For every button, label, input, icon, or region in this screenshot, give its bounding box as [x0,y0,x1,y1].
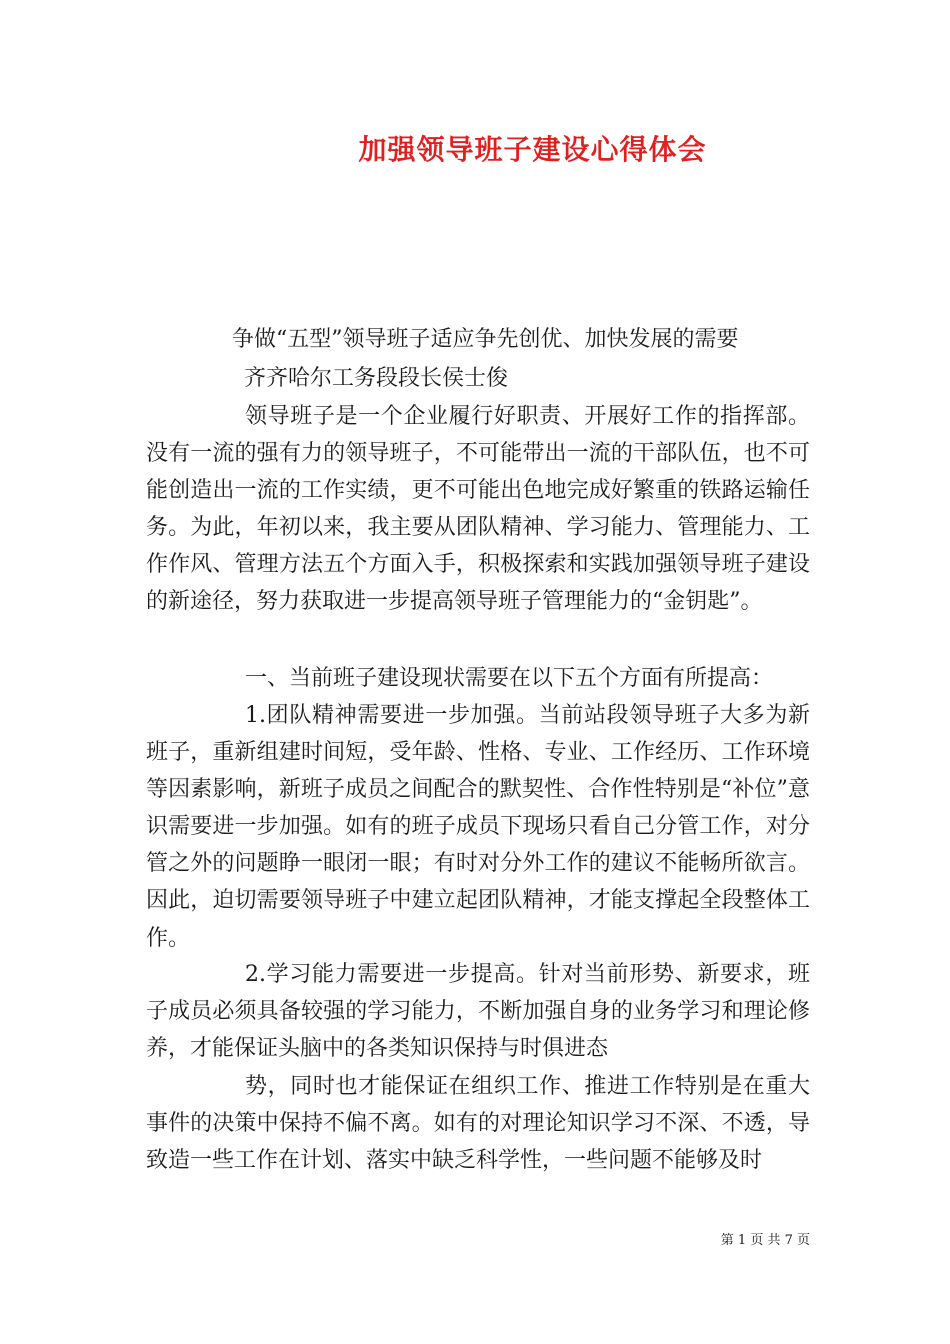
paragraph-team-spirit: 1.团队精神需要进一步加强。当前站段领导班子大多为新班子，重新组建时间短，受年龄、性格、专业、工作经历、工作环境等因素影响，新班子成员之间配合的默契性、合作性特别是“补位”意识需要进一步加强。如有的班子成员下现场只看自己分管工作，对分管之外的问题睁一眼闭一眼；有时对分外工作的建议不能畅所欲言。因此，迫切需要领导班子中建立起团队精神，才能支撑起全段整体工作。 [146,703,810,951]
page-number: 第 1 页 共 7 页 [720,1233,810,1248]
paragraph-section-heading: 一、当前班子建设现状需要在以下五个方面有所提高： [245,666,774,691]
paragraph-continuation: 势，同时也才能保证在组织工作、推进工作特别是在重大事件的决策中保持不偏不离。如有的对理论知识学习不深、不透，导致造一些工作在计划、落实中缺乏科学性，一些问题不能够及时 [146,1074,810,1174]
document-author: 齐齐哈尔工务段段长侯士俊 [244,366,509,391]
document-subtitle: 争做“五型”领导班子适应争先创优、加快发展的需要 [232,327,739,352]
paragraph-learning-ability: 2.学习能力需要进一步提高。针对当前形势、新要求，班子成员必须具备较强的学习能力，不断加强自身的业务学习和理论修养，才能保证头脑中的各类知识保持与时俱进态 [146,962,810,1062]
paragraph-intro: 领导班子是一个企业履行好职责、开展好工作的指挥部。没有一流的强有力的领导班子，不可能带出一流的干部队伍，也不可能创造出一流的工作实绩，更不可能出色地完成好繁重的铁路运输任务。为此，年初以来，我主要从团队精神、学习能力、管理能力、工作作风、管理方法五个方面入手，积极探索和实践加强领导班子建设的新途径，努力获取进一步提高领导班子管理能力的“金钥匙”。 [146,404,810,615]
document-title: 加强领导班子建设心得体会 [358,133,707,166]
